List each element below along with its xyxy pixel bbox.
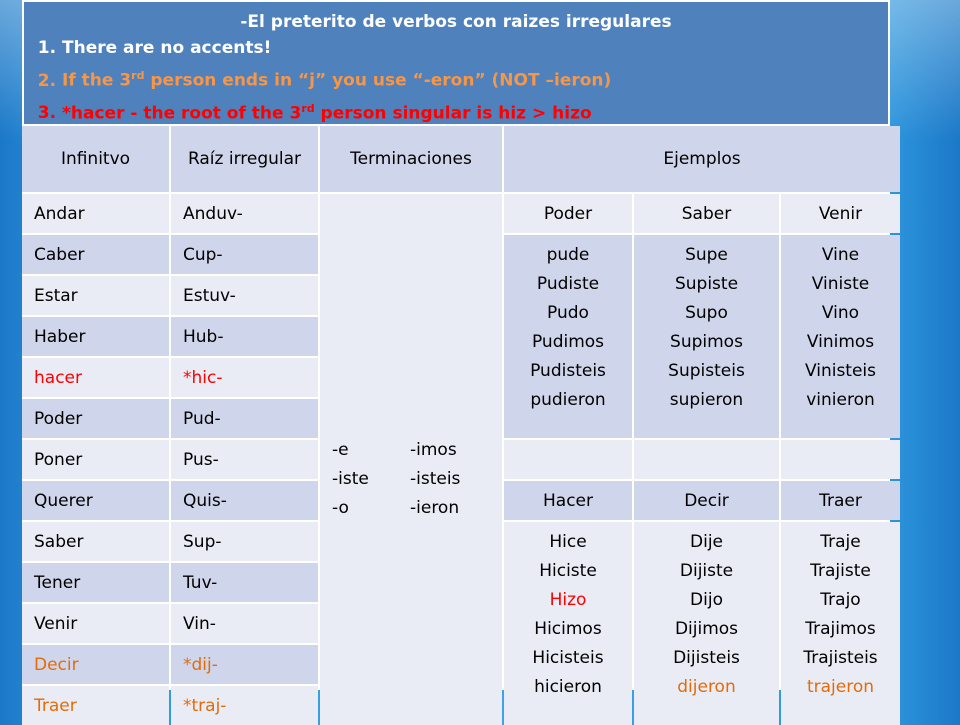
conjugation-form: Trajimos	[805, 619, 876, 639]
conjugation-form: Pudo	[547, 303, 589, 323]
ending-row	[332, 494, 502, 523]
column-header-examples: Ejemplos	[504, 126, 900, 192]
conjugation-form: Hicimos	[534, 619, 602, 639]
rules-list	[24, 35, 888, 127]
infinitive-cell: Poner	[22, 440, 169, 479]
column-header-endings: Terminaciones	[320, 126, 502, 192]
rules-header	[22, 0, 890, 126]
ending-plural: -ieron	[410, 498, 460, 518]
conjugation-form: Viniste	[811, 274, 870, 294]
conjugation-list-hacer	[504, 522, 632, 725]
conjugation-form: pude	[546, 245, 590, 265]
rule-3-text-end: person singular is hiz > hizo	[314, 103, 592, 124]
conjugation-form: Vinisteis	[804, 361, 877, 381]
ending-singular: -iste	[332, 469, 369, 489]
conjugation-form: Traje	[820, 532, 861, 552]
example-verb-header: Traer	[781, 481, 900, 520]
empty-cell	[781, 440, 900, 479]
infinitive-cell-highlight: hacer	[22, 358, 169, 397]
conjugation-form: Dijimos	[674, 619, 739, 639]
conjugation-form: Supo	[685, 303, 728, 323]
infinitive-cell: Saber	[22, 522, 169, 561]
conjugation-list-decir	[634, 522, 779, 725]
conjugation-form: Dijo	[690, 590, 723, 610]
conjugation-form: Vino	[821, 303, 860, 323]
rule-2-text-end: person ends in “j” you use “-eron” (NOT –ieron)	[144, 70, 612, 91]
conjugation-form: Supiste	[674, 274, 739, 294]
rule-3-superscript: rd	[301, 101, 315, 115]
conjugation-form: supieron	[669, 390, 744, 410]
infinitive-cell: Venir	[22, 604, 169, 643]
ending-singular: -o	[332, 498, 349, 518]
infinitive-cell: Querer	[22, 481, 169, 520]
infinitive-cell: Tener	[22, 563, 169, 602]
conjugation-form-highlight: dijeron	[677, 677, 736, 697]
conjugation-form: Vine	[821, 245, 860, 265]
empty-cell	[504, 440, 632, 479]
root-cell: Pus-	[171, 440, 318, 479]
root-cell: Cup-	[171, 235, 318, 274]
root-cell: Vin-	[171, 604, 318, 643]
root-cell: Quis-	[171, 481, 318, 520]
conjugation-form: vinieron	[806, 390, 875, 410]
root-cell: Tuv-	[171, 563, 318, 602]
example-verb-header: Saber	[634, 194, 779, 233]
example-verb-header: Decir	[634, 481, 779, 520]
conjugation-form: Hicisteis	[532, 648, 604, 668]
root-cell: Anduv-	[171, 194, 318, 233]
conjugation-form: Vinimos	[806, 332, 875, 352]
verb-table	[22, 126, 890, 716]
root-cell: Pud-	[171, 399, 318, 438]
column-header-root: Raíz irregular	[171, 126, 318, 192]
rule-2-superscript: rd	[131, 69, 145, 82]
conjugation-form: Pudiste	[536, 274, 600, 294]
infinitive-cell: Caber	[22, 235, 169, 274]
conjugation-list-poder	[504, 235, 632, 438]
infinitive-cell-highlight: Decir	[22, 645, 169, 684]
conjugation-form: Hice	[549, 532, 587, 552]
infinitive-cell: Haber	[22, 317, 169, 356]
conjugation-form: Trajisteis	[803, 648, 878, 668]
conjugation-list-venir	[781, 235, 900, 438]
conjugation-form: Trajo	[820, 590, 861, 610]
conjugation-form: Supimos	[670, 332, 743, 352]
conjugation-form-highlight: Hizo	[549, 590, 587, 610]
root-cell: Sup-	[171, 522, 318, 561]
column-header-infinitive: Infinitvo	[22, 126, 169, 192]
ending-plural: -imos	[410, 440, 457, 460]
example-verb-header: Poder	[504, 194, 632, 233]
empty-cell	[634, 440, 779, 479]
rule-item-2	[62, 62, 888, 95]
infinitive-cell-highlight: Traer	[22, 686, 169, 725]
conjugation-form: hicieron	[534, 677, 602, 697]
conjugation-form: Supe	[685, 245, 728, 265]
conjugation-form: Dijiste	[679, 561, 734, 581]
root-cell: Estuv-	[171, 276, 318, 315]
conjugation-list-traer	[781, 522, 900, 725]
conjugation-form-highlight: trajeron	[806, 677, 875, 697]
conjugation-form: pudieron	[530, 390, 606, 410]
slide-title: -El preterito de verbos con raizes irregulares	[240, 12, 672, 32]
conjugation-form: Dije	[690, 532, 723, 552]
example-verb-header: Hacer	[504, 481, 632, 520]
infinitive-cell: Andar	[22, 194, 169, 233]
conjugation-form: Supisteis	[668, 361, 745, 381]
rule-2-text-start: If the 3	[62, 70, 132, 91]
conjugation-form: Hiciste	[539, 561, 597, 581]
conjugation-list-saber	[634, 235, 779, 438]
root-cell: Hub-	[171, 317, 318, 356]
conjugation-form: Dijisteis	[673, 648, 740, 668]
root-cell-highlight: *hic-	[171, 358, 318, 397]
rule-3-text-start: *hacer - the root of the 3	[62, 103, 302, 124]
ending-row	[332, 465, 502, 494]
conjugation-form: Trajiste	[810, 561, 871, 581]
slide	[22, 0, 890, 716]
root-cell-highlight: *traj-	[171, 686, 318, 725]
ending-plural: -isteis	[410, 469, 461, 489]
ending-row	[332, 436, 502, 465]
endings-cell	[320, 194, 502, 725]
rule-item-3	[62, 95, 888, 128]
conjugation-form: Pudisteis	[530, 361, 606, 381]
infinitive-cell: Poder	[22, 399, 169, 438]
example-verb-header: Venir	[781, 194, 900, 233]
infinitive-cell: Estar	[22, 276, 169, 315]
ending-singular: -e	[332, 440, 349, 460]
conjugation-form: Pudimos	[531, 332, 605, 352]
rule-item-1: 1. There are no accents!	[62, 35, 888, 62]
root-cell-highlight: *dij-	[171, 645, 318, 684]
